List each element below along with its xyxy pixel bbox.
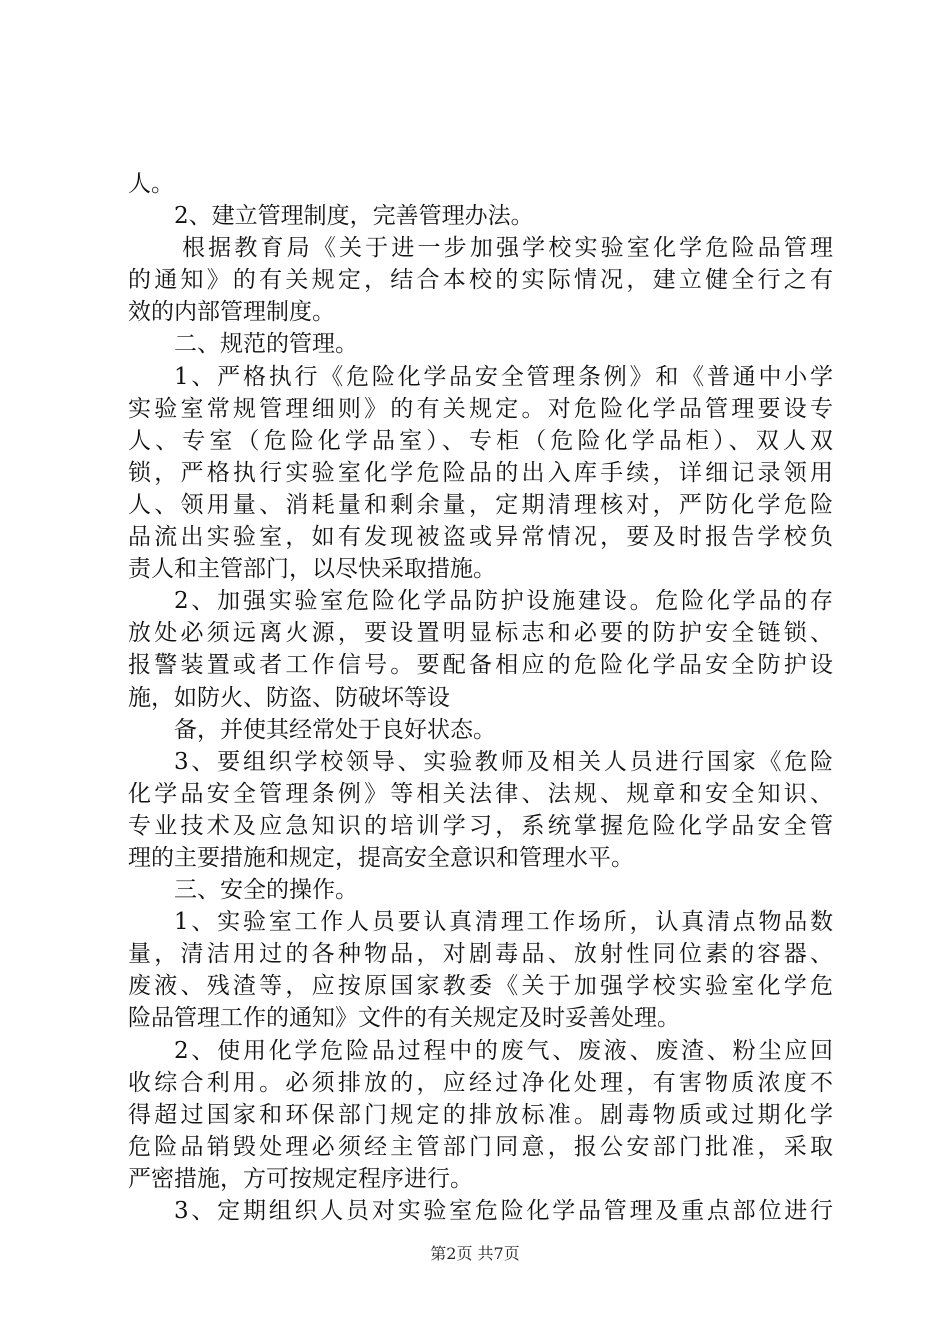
paragraph-line: 根据教育局《关于进一步加强学校实验室化学危险品管理 (182, 235, 833, 262)
paragraph-line: 2、使用化学危险品过程中的废气、废液、废渣、粉尘应回 (174, 1037, 833, 1064)
document-body (128, 168, 833, 1227)
paragraph-line: 品流出实验室，如有发现被盗或异常情况，要及时报告学校负 (128, 524, 833, 551)
paragraph-line: 实验室常规管理细则》的有关规定。对危险化学品管理要设专 (128, 395, 833, 422)
paragraph-line: 的通知》的有关规定，结合本校的实际情况，建立健全行之有 (128, 267, 833, 294)
paragraph-line: 人、领用量、消耗量和剩余量，定期清理核对，严防化学危险 (128, 491, 833, 518)
paragraph-line: 得超过国家和环保部门规定的排放标准。剧毒物质或过期化学 (128, 1101, 833, 1128)
section-heading: 二、规范的管理。 (174, 331, 358, 358)
paragraph-line: 3、定期组织人员对实验室危险化学品管理及重点部位进行 (174, 1198, 833, 1224)
paragraph-line: 废液、残渣等，应按原国家教委《关于加强学校实验室化学危 (128, 973, 833, 1000)
paragraph-line: 理的主要措施和规定，提高安全意识和管理水平。 (128, 844, 634, 871)
paragraph-line: 放处必须远离火源，要设置明显标志和必要的防护安全链锁、 (128, 620, 833, 647)
paragraph-line: 1、严格执行《危险化学品安全管理条例》和《普通中小学 (174, 363, 833, 390)
section-item: 2、建立管理制度，完善管理办法。 (174, 203, 534, 230)
paragraph-line: 人、专室（危险化学品室）、专柜（危险化学品柜）、双人双 (128, 427, 833, 454)
paragraph-line: 锁，严格执行实验室化学危险品的出入库手续，详细记录领用 (128, 459, 833, 486)
paragraph-line: 施，如防火、防盗、防破坏等设 (128, 684, 450, 711)
paragraph-line: 报警装置或者工作信号。要配备相应的危险化学品安全防护设 (128, 652, 833, 679)
text-line: 人。 (128, 171, 174, 197)
paragraph-line: 严密措施，方可按规定程序进行。 (128, 1165, 473, 1192)
paragraph-line: 危险品销毁处理必须经主管部门同意，报公安部门批准，采取 (128, 1133, 833, 1160)
paragraph-line: 2、加强实验室危险化学品防护设施建设。危险化学品的存 (174, 588, 833, 615)
paragraph-line: 险品管理工作的通知》文件的有关规定及时妥善处理。 (128, 1005, 680, 1032)
paragraph-line: 专业技术及应急知识的培训学习，系统掌握危险化学品安全管 (128, 812, 833, 839)
paragraph-line: 3、要组织学校领导、实验教师及相关人员进行国家《危险 (174, 748, 833, 775)
page-number-footer: 第2页 共7页 (430, 1244, 520, 1263)
paragraph-line: 收综合利用。必须排放的，应经过净化处理，有害物质浓度不 (128, 1069, 833, 1096)
paragraph-line: 化学品安全管理条例》等相关法律、法规、规章和安全知识、 (128, 780, 833, 807)
section-heading: 三、安全的操作。 (174, 877, 358, 904)
paragraph-line: 责人和主管部门，以尽快采取措施。 (128, 556, 496, 583)
paragraph-line: 备，并使其经常处于良好状态。 (174, 716, 496, 743)
paragraph-line: 1、实验室工作人员要认真清理工作场所，认真清点物品数 (174, 909, 833, 936)
paragraph-line: 量，清洁用过的各种物品，对剧毒品、放射性同位素的容器、 (128, 941, 833, 968)
paragraph-line: 效的内部管理制度。 (128, 299, 335, 326)
